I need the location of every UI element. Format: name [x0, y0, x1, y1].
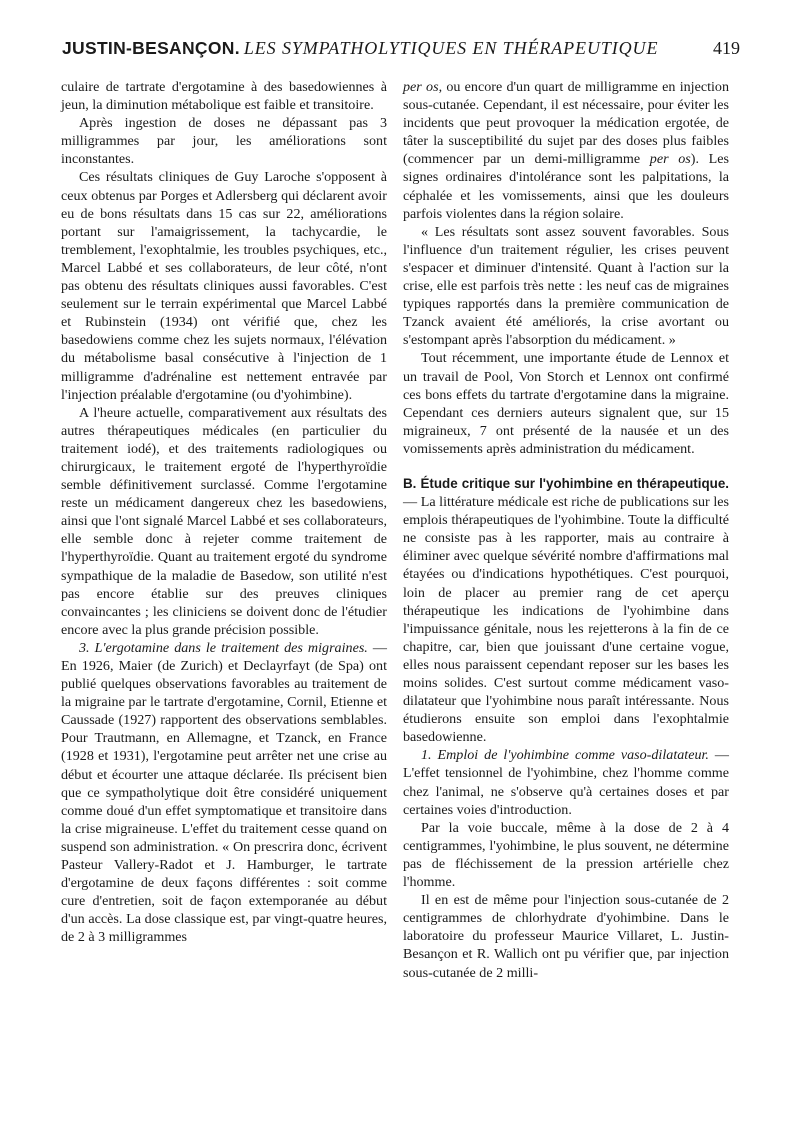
page-number: 419 — [713, 38, 740, 58]
right-column — [403, 78, 729, 982]
quotation-paragraph: « Les résultats sont assez souvent favorables. Sous l'influence d'un traitement régulier, les crises peuvent s'espacer et diminuer d'intensité. Quant à l'action sur la crise, elle est parfois très nette : les neuf cas de migraines typiques rapportés dans la première communication de Tzanck avaient été améliorés, la crise avortant ou s'estompant après l'absorption du médicament. » — [403, 223, 729, 349]
left-column — [61, 78, 387, 947]
paragraph-text: , ou encore d'un quart de milligramme en injection sous-cutanée. Cependant, il est nécessaire, pour éviter les incidents que peut provoquer la médication ergotée, de tâter la susceptibilité du sujet par des doses plus faibles (commencer par un demi-milligramme — [403, 79, 730, 168]
paragraph: Ces résultats cliniques de Guy Laroche s'opposent à ceux obtenus par Porges et Adlersberg qui déclarent avoir eu de bons résultats dans 15 cas sur 22, améliorations portant sur l'amaigrissement, la tachycardie, le tremblement, l'exophtalmie, les troubles psychiques, etc., Marcel Labbé et ses collaborateurs, de leur côté, n'ont pas obtenu des résultats cliniques aussi favorables. C'est seulement sur le terrain expérimental que Marcel Labbé et Rubinstein (1934) ont vérifié que, chez les basedowiens comme chez les sujets normaux, l'élévation du métabolisme basal consécutive à l'injection de 1 milligramme d'adrénaline est nettement entravée par l'injection préalable d'ergotamine (ou d'yohimbine). — [61, 169, 387, 403]
section-spacer — [403, 458, 729, 475]
paragraph-text: — La littérature médicale est riche de publications sur les emplois thérapeutiques de l'yohimbine. Toute la difficulté ne consiste pas à les rapporter, mais au contraire à éliminer avec quelque sévérité nombre d'affirmations mal étayées ou d'indications hypothétiques. C'est pourquoi, loin de placer au premier rang de cet aperçu thérapeutique les indications de l'yohimbine dans l'impuissance génitale, nous les rejetterons à la fin de ce chapitre, car, bien que jouissant d'une certaine vogue, elles nous paraissent cependant reposer sur les bases les moins solides. C'est surtout comme médicament vaso-dilatateur que l'yohimbine nous paraît intéressante. Nous étudierons ensuite son emploi dans l'exophtalmie basedowienne. — [403, 494, 729, 746]
paragraph — [403, 78, 729, 223]
subsection-heading: 3. L'ergotamine dans le traitement des migraines. — [79, 639, 368, 656]
header-title: LES SYMPATHOLYTIQUES EN THÉRAPEUTIQUE — [243, 38, 659, 58]
italic-text: per os — [649, 151, 691, 168]
paragraph-vasodilatateur — [403, 746, 729, 818]
paragraph: Par la voie buccale, même à la dose de 2 à 4 centigrammes, l'yohimbine, le plus souvent, ne détermine pas de fléchissement de la pression artérielle chez l'homme. — [403, 819, 729, 891]
section-paragraph-yohimbine — [403, 475, 729, 746]
running-header — [62, 38, 740, 59]
paragraph-text: — En 1926, Maier (de Zurich) et Declayrfayt (de Spa) ont publié quelques observations favorables au traitement de la migraine par le tartrate d'ergotamine, Cornil, Etienne et Caussade (1927) rapportent des observations semblables. Pour Trautmann, en Allemagne, et Tzanck, en France (1928 et 1931), l'ergotamine peut arrêter net une crise au début et écourter une attaque déclarée. Ils précisent bien que ce sympatholytique doit être considéré uniquement comme doué d'un effet symptomatique et transitoire dans la crise migraineuse. L'effet du traitement cesse quand on suspend son administration. « On prescrira donc, écrivent Pasteur Vallery-Radot et J. Hamburger, le tartrate d'ergotamine de deux façons différentes : soit comme cure d'entretien, soit de façon extemporanée au début d'un accès. La dose classique est, par vingt-quatre heures, de 2 à 3 milligrammes — [61, 639, 387, 946]
paragraph-text: ). Les signes ordinaires d'intolérance sont les palpitations, la céphalée et les vomissements, ainsi que les douleurs parfois violentes dans la région solaire. — [403, 151, 729, 222]
paragraph: Il en est de même pour l'injection sous-cutanée de 2 centigrammes de chlorhydrate d'yohimbine. Dans le laboratoire du professeur Maurice Villaret, L. Justin-Besançon et R. Wallich ont pu vérifier que, par injection sous-cutanée de 2 milli- — [403, 892, 729, 981]
paragraph: culaire de tartrate d'ergotamine à des basedowiennes à jeun, la diminution métabolique est faible et transitoire. — [61, 79, 387, 114]
italic-text: per os — [403, 79, 439, 95]
paragraph-ergotamine-migraines — [61, 639, 387, 947]
section-heading: B. Étude critique sur l'yohimbine en thérapeutique. — [403, 475, 729, 491]
subsection-heading: 1. Emploi de l'yohimbine comme vaso-dilatateur. — [421, 747, 709, 764]
paragraph-text: — L'effet tensionnel de l'yohimbine, chez l'homme comme chez l'animal, ne s'observe qu'à certaines doses et par certaines voies d'introduction. — [403, 747, 729, 818]
paragraph: Après ingestion de doses ne dépassant pas 3 milligrammes par jour, les améliorations sont inconstantes. — [61, 115, 387, 168]
header-author: JUSTIN-BESANÇON. — [62, 38, 240, 58]
paragraph: A l'heure actuelle, comparativement aux résultats des autres thérapeutiques médicales (en particulier du traitement iodé), et des traitements radiologiques ou chirurgicaux, le traitement ergoté de l'hyperthyroïdie semble définitivement surclassé. Comme l'ergotamine reste un médicament dangereux chez les basedowiens, ainsi que l'ont signalé Marcel Labbé et ses collaborateurs, elle semble donc à rejeter comme traitement de l'hyperthyroïdie. Quant au traitement ergoté du syndrome sympathique de la maladie de Basedow, son utilité n'est pas encore établie sur des preuves cliniques convaincantes ; les cliniciens se doivent donc de l'étudier encore avec la plus grande précision possible. — [61, 404, 387, 638]
paragraph: Tout récemment, une importante étude de Lennox et un travail de Pool, Von Storch et Lennox ont confirmé ces bons effets du tartrate d'ergotamine dans la migraine. Cependant ces derniers auteurs signalent que, sur 15 migraineux, 7 ont présenté de la nausée et un des vomissements après administration du médicament. — [403, 350, 729, 457]
